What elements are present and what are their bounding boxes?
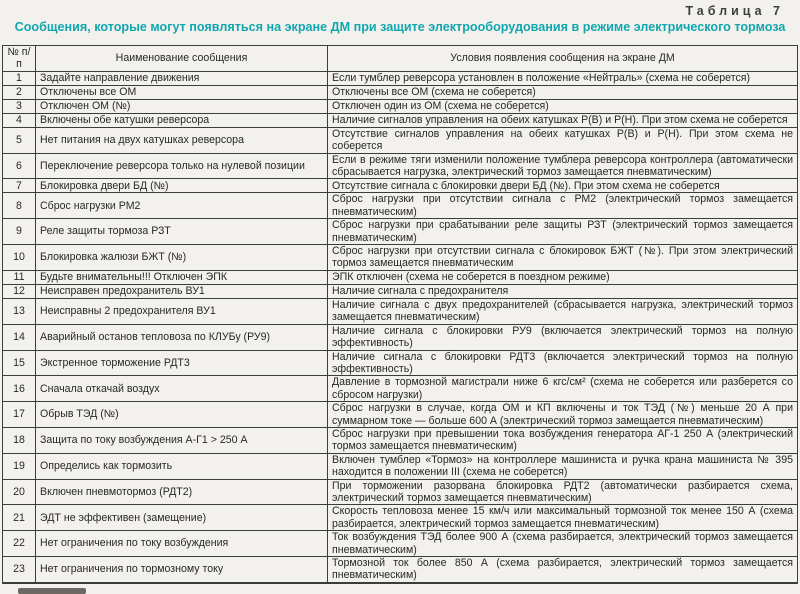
table-row <box>3 127 798 153</box>
row-number-cell: 12 <box>3 284 36 298</box>
row-number-cell: 13 <box>3 298 36 324</box>
message-name-cell: Защита по току возбуждения А-Г1 > 250 А <box>36 427 328 453</box>
table-row <box>3 531 798 557</box>
condition-cell: Тормозной ток более 850 А (схема разбирается, электрический тормоз замещается пневматическим) <box>328 557 798 583</box>
condition-cell: Отсутствие сигналов управления на обеих катушках Р(В) и Р(Н). При этом схема не соберется <box>328 127 798 153</box>
row-number-cell: 3 <box>3 99 36 113</box>
row-number-cell: 15 <box>3 350 36 376</box>
row-number-cell: 18 <box>3 427 36 453</box>
message-name-cell: Неисправны 2 предохранителя ВУ1 <box>36 298 328 324</box>
message-name-cell: Отключены все ОМ <box>36 85 328 99</box>
condition-cell: Включен тумблер «Тормоз» на контроллере машиниста и ручка крана машиниста № 395 находится в положении III (схема не соберется) <box>328 453 798 479</box>
table-row <box>3 376 798 402</box>
table-row <box>3 219 798 245</box>
message-name-cell: Сначала откачай воздух <box>36 376 328 402</box>
messages-table <box>2 45 798 584</box>
row-number-cell: 21 <box>3 505 36 531</box>
table-row <box>3 153 798 179</box>
message-name-cell: Блокировка двери БД (№) <box>36 179 328 193</box>
condition-cell: Наличие сигналов управления на обеих катушках Р(В) и Р(Н). При этом схема не соберется <box>328 113 798 127</box>
row-number-cell: 14 <box>3 324 36 350</box>
row-number-cell: 22 <box>3 531 36 557</box>
table-row <box>3 479 798 505</box>
message-name-cell: Нет ограничения по току возбуждения <box>36 531 328 557</box>
scan-artifact <box>18 588 86 594</box>
message-name-cell: Сброс нагрузки РМ2 <box>36 193 328 219</box>
row-number-cell: 5 <box>3 127 36 153</box>
table-header-row <box>3 46 798 72</box>
condition-cell: Наличие сигнала с двух предохранителей (сбрасывается нагрузка, электрический тормоз замещается пневматическим) <box>328 298 798 324</box>
message-name-cell: Нет ограничения по тормозному току <box>36 557 328 583</box>
table-row <box>3 113 798 127</box>
message-name-cell: Отключен ОМ (№) <box>36 99 328 113</box>
condition-cell: Отключены все ОМ (схема не соберется) <box>328 85 798 99</box>
table-row <box>3 557 798 583</box>
message-name-cell: Включены обе катушки реверсора <box>36 113 328 127</box>
row-number-cell: 19 <box>3 453 36 479</box>
row-number-cell: 23 <box>3 557 36 583</box>
row-number-cell: 8 <box>3 193 36 219</box>
message-name-cell: Реле защиты тормоза РЗТ <box>36 219 328 245</box>
message-name-cell: Аварийный останов тепловоза по КЛУБу (РУ9) <box>36 324 328 350</box>
row-number-cell: 7 <box>3 179 36 193</box>
message-name-cell: Переключение реверсора только на нулевой позиции <box>36 153 328 179</box>
table-row <box>3 350 798 376</box>
condition-cell: Если в режиме тяги изменили положение тумблера реверсора контроллера (автоматически сбрасывается нагрузка, электрический тормоз замещается пневматическим) <box>328 153 798 179</box>
condition-cell: При торможении разорвана блокировка РДТ2 (автоматически разбирается схема, электрический тормоз замещается пневматическим) <box>328 479 798 505</box>
condition-cell: Сброс нагрузки при превышении тока возбуждения генератора АГ-1 250 А (электрический тормоз замещается пневматическим) <box>328 427 798 453</box>
col-header-message-name: Наименование сообщения <box>36 46 328 72</box>
table-row <box>3 505 798 531</box>
condition-cell: Отключен один из ОМ (схема не соберется) <box>328 99 798 113</box>
row-number-cell: 11 <box>3 270 36 284</box>
row-number-cell: 1 <box>3 71 36 85</box>
table-row <box>3 179 798 193</box>
row-number-cell: 9 <box>3 219 36 245</box>
condition-cell: Если тумблер реверсора установлен в положение «Нейтраль» (схема не соберется) <box>328 71 798 85</box>
table-number-label: Таблица 7 <box>685 4 784 18</box>
row-number-cell: 6 <box>3 153 36 179</box>
row-number-cell: 16 <box>3 376 36 402</box>
table-row <box>3 284 798 298</box>
condition-cell: Скорость тепловоза менее 15 км/ч или максимальный тормозной ток менее 150 А (схема разбирается, электрический тормоз замещается пневматическим) <box>328 505 798 531</box>
condition-cell: Сброс нагрузки при отсутствии сигнала с блокировок БЖТ (№). При этом электрический тормоз замещается пневматическим <box>328 245 798 271</box>
table-row <box>3 402 798 428</box>
message-name-cell: Экстренное торможение РДТ3 <box>36 350 328 376</box>
table-row <box>3 298 798 324</box>
condition-cell: Давление в тормозной магистрали ниже 6 кгс/см² (схема не соберется или разберется со сбросом нагрузки) <box>328 376 798 402</box>
message-name-cell: ЭДТ не эффективен (замещение) <box>36 505 328 531</box>
table-row <box>3 193 798 219</box>
page-title: Сообщения, которые могут появляться на экране ДМ при защите электрооборудования в режиме электрического тормоза <box>14 20 786 34</box>
row-number-cell: 4 <box>3 113 36 127</box>
table-row <box>3 99 798 113</box>
condition-cell: Ток возбуждения ТЭД более 900 А (схема разбирается, электрический тормоз замещается пневматическим) <box>328 531 798 557</box>
condition-cell: Сброс нагрузки в случае, когда ОМ и КП включены и ток ТЭД (№) меньше 20 А при суммарном токе — больше 600 А (электрический тормоз замещается пневматическим) <box>328 402 798 428</box>
condition-cell: Отсутствие сигнала с блокировки двери БД (№). При этом схема не соберется <box>328 179 798 193</box>
row-number-cell: 10 <box>3 245 36 271</box>
message-name-cell: Задайте направление движения <box>36 71 328 85</box>
message-name-cell: Обрыв ТЭД (№) <box>36 402 328 428</box>
col-header-row-number: № п/п <box>3 46 36 72</box>
col-header-condition: Условия появления сообщения на экране ДМ <box>328 46 798 72</box>
table-row <box>3 270 798 284</box>
message-name-cell: Определись как тормозить <box>36 453 328 479</box>
table-row <box>3 324 798 350</box>
message-name-cell: Неисправен предохранитель ВУ1 <box>36 284 328 298</box>
message-name-cell: Будьте внимательны!!! Отключен ЭПК <box>36 270 328 284</box>
message-name-cell: Включен пневмотормоз (РДТ2) <box>36 479 328 505</box>
table-row <box>3 71 798 85</box>
row-number-cell: 2 <box>3 85 36 99</box>
table-row <box>3 85 798 99</box>
table-row <box>3 453 798 479</box>
table-row <box>3 427 798 453</box>
condition-cell: Сброс нагрузки при отсутствии сигнала с РМ2 (электрический тормоз замещается пневматическим) <box>328 193 798 219</box>
condition-cell: Наличие сигнала с предохранителя <box>328 284 798 298</box>
row-number-cell: 17 <box>3 402 36 428</box>
condition-cell: Сброс нагрузки при срабатывании реле защиты РЗТ (электрический тормоз замещается пневматическим) <box>328 219 798 245</box>
message-name-cell: Блокировка жалюзи БЖТ (№) <box>36 245 328 271</box>
condition-cell: Наличие сигнала с блокировки РУ9 (включается электрический тормоз на полную эффективность) <box>328 324 798 350</box>
table-row <box>3 245 798 271</box>
message-name-cell: Нет питания на двух катушках реверсора <box>36 127 328 153</box>
condition-cell: ЭПК отключен (схема не соберется в поездном режиме) <box>328 270 798 284</box>
condition-cell: Наличие сигнала с блокировки РДТ3 (включается электрический тормоз на полную эффективность) <box>328 350 798 376</box>
row-number-cell: 20 <box>3 479 36 505</box>
